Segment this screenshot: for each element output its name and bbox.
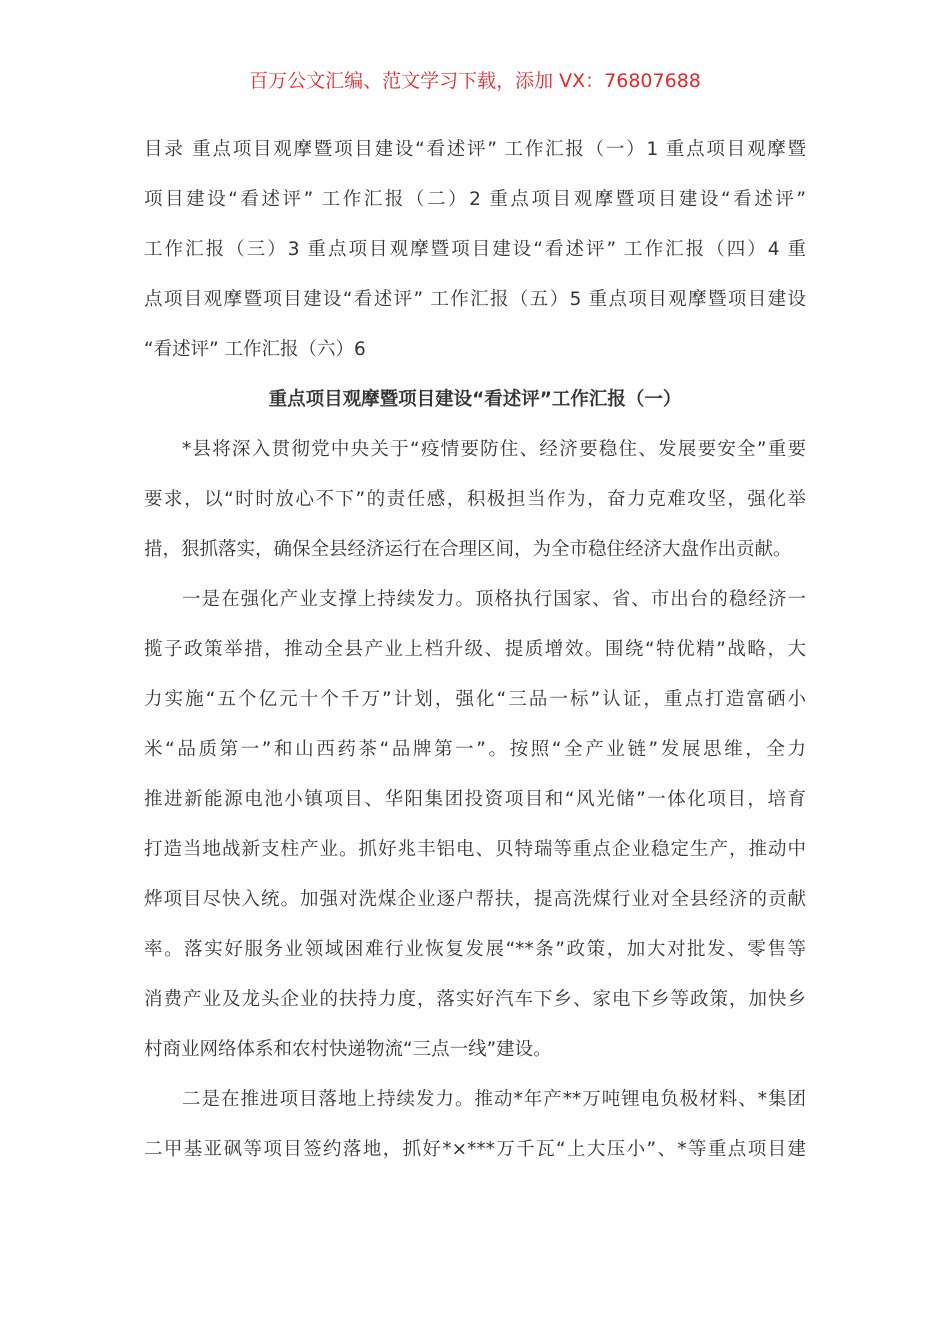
paragraph-line: 揽子政策举措，推动全县产业上档升级、提质增效。围绕“特优精”战略，大 bbox=[144, 639, 806, 660]
toc-line: 项目建设“看述评” 工作汇报（二）2 重点项目观摩暨项目建设“看述评” bbox=[144, 189, 806, 210]
paragraph-line: 要求，以“时时放心不下”的责任感，积极担当作为，奋力克难攻坚，强化举 bbox=[144, 489, 806, 510]
paragraph-line: 消费产业及龙头企业的扶持力度，落实好汽车下乡、家电下乡等政策，加快乡 bbox=[144, 989, 806, 1010]
document-body bbox=[144, 125, 806, 1175]
paragraph-line: 力实施“五个亿元十个千万”计划，强化“三品一标”认证，重点打造富硒小 bbox=[144, 689, 806, 710]
paragraph-line: 村商业网络体系和农村快递物流“三点一线”建设。 bbox=[144, 1039, 552, 1060]
paragraph-line: 一是在强化产业支撑上持续发力。顶格执行国家、省、市出台的稳经济一 bbox=[182, 589, 806, 610]
paragraph-line: 米“品质第一”和山西药茶“品牌第一”。按照“全产业链”发展思维，全力 bbox=[144, 739, 806, 760]
paragraph-line: 率。落实好服务业领域困难行业恢复发展“**条”政策，加大对批发、零售等 bbox=[144, 939, 806, 960]
paragraph bbox=[144, 1075, 806, 1175]
paragraph-line: 措，狠抓落实，确保全县经济运行在合理区间，为全市稳住经济大盘作出贡献。 bbox=[144, 539, 792, 560]
section-title: 重点项目观摩暨项目建设“看述评”工作汇报（一） bbox=[268, 389, 682, 410]
paragraph bbox=[144, 425, 806, 575]
paragraph-line: 二甲基亚砜等项目签约落地，抓好*×***万千瓦“上大压小”、*等重点项目建 bbox=[144, 1139, 806, 1160]
paragraph-line: 打造当地战新支柱产业。抓好兆丰铝电、贝特瑞等重点企业稳定生产，推动中 bbox=[144, 839, 806, 860]
paragraph-line: *县将深入贯彻党中央关于“疫情要防住、经济要稳住、发展要安全”重要 bbox=[182, 439, 806, 460]
paragraph bbox=[144, 575, 806, 1075]
paragraph-line: 推进新能源电池小镇项目、华阳集团投资项目和“风光储”一体化项目，培育 bbox=[144, 789, 806, 810]
table-of-contents bbox=[144, 125, 806, 375]
paragraph-line: 二是在推进项目落地上持续发力。推动*年产**万吨锂电负极材料、*集团 bbox=[182, 1089, 806, 1110]
toc-line: “看述评” 工作汇报（六）6 bbox=[144, 339, 366, 360]
paragraph-line: 烨项目尽快入统。加强对洗煤企业逐户帮扶，提高洗煤行业对全县经济的贡献 bbox=[144, 889, 806, 910]
watermark-header: 百万公文汇编、范文学习下载，添加 VX：76807688 bbox=[249, 70, 701, 92]
toc-line: 目录 重点项目观摩暨项目建设“看述评” 工作汇报（一）1 重点项目观摩暨 bbox=[144, 139, 806, 160]
toc-line: 工作汇报（三）3 重点项目观摩暨项目建设“看述评” 工作汇报（四）4 重 bbox=[144, 239, 806, 260]
toc-line: 点项目观摩暨项目建设“看述评” 工作汇报（五）5 重点项目观摩暨项目建设 bbox=[144, 289, 806, 310]
section-content bbox=[144, 425, 806, 1175]
